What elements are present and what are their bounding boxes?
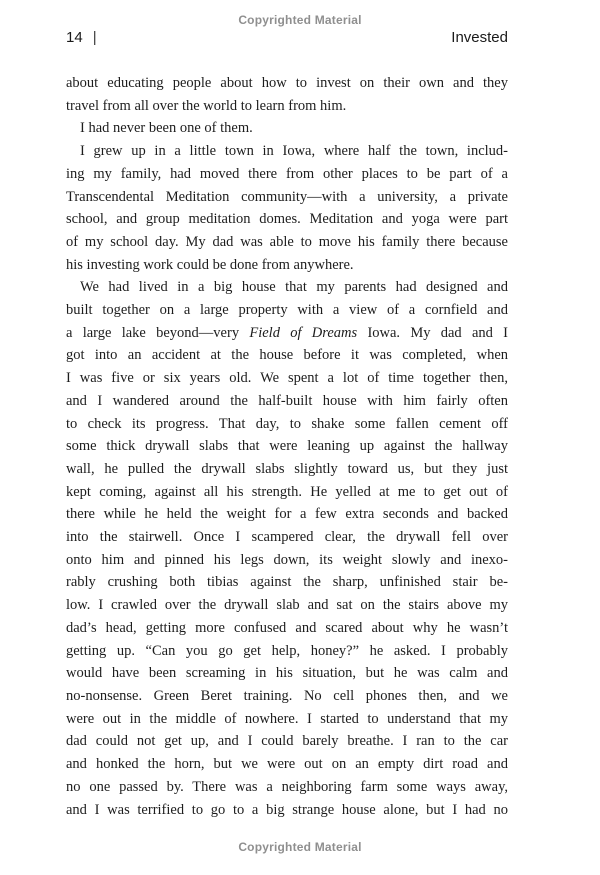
text-line: to check its progress. That day, to shake some fallen cement off	[66, 415, 508, 432]
text-line: wall, he pulled the drywall slabs slightly toward us, but they just	[66, 460, 508, 477]
text-line: and I was terrified to go to a big strange house alone, but I had no	[66, 801, 508, 818]
text-line: We had lived in a big house that my parents had designed and	[80, 279, 508, 296]
text-line: school, and group meditation domes. Meditation and yoga were part	[66, 211, 508, 228]
text-line: of my school day. My dad was able to move his family there because	[66, 233, 508, 250]
text-line: onto him and pinned his legs down, its weight slowly and inexo-	[66, 551, 508, 568]
text-line: were out in the middle of nowhere. I started to understand that my	[66, 710, 508, 727]
text-line: there while he held the weight for a few extra seconds and backed	[66, 506, 508, 523]
text-line: I was five or six years old. We spent a lot of time together then,	[66, 370, 508, 387]
paragraph	[66, 140, 508, 276]
text-line: I grew up in a little town in Iowa, where half the town, includ-	[80, 143, 508, 160]
text-line: would have been screaming in his situation, but he was calm and	[66, 665, 508, 682]
copyright-watermark-bottom: Copyrighted Material	[238, 840, 362, 854]
text-line: no one passed by. There was a neighboring farm some ways away,	[66, 778, 508, 795]
text-line: a large lake beyond—very Field of Dreams Iowa. My dad and I	[66, 324, 508, 341]
page-header-left	[66, 29, 97, 46]
text-line: some thick drywall slabs that were leaning up against the hallway	[66, 438, 508, 455]
text-line: dad’s head, getting more confused and scared about why he wasn’t	[66, 619, 508, 636]
page-number: 14	[66, 29, 83, 46]
page-body	[66, 72, 508, 821]
text-line: I had never been one of them.	[80, 120, 253, 137]
text-line: Transcendental Meditation community—with a university, a private	[66, 188, 508, 205]
text-line: got into an accident at the house before it was completed, when	[66, 347, 508, 364]
text-line: about educating people about how to invest on their own and they	[66, 75, 508, 91]
text-line: no-nonsense. Green Beret training. No cell phones then, and we	[66, 687, 508, 704]
running-header	[66, 29, 508, 46]
header-separator: |	[92, 29, 97, 46]
text-line: and honked the horn, but we were out on an empty dirt road and	[66, 756, 508, 773]
text-line: ing my family, had moved there from other places to be part of a	[66, 165, 508, 182]
text-line: getting up. “Can you go get help, honey?” he asked. I probably	[66, 642, 508, 659]
text-line: low. I crawled over the drywall slab and sat on the stairs above my	[66, 597, 508, 614]
paragraph	[66, 72, 508, 117]
text-line: kept coming, against all his strength. He yelled at me to get out of	[66, 483, 508, 500]
text-line: travel from all over the world to learn from him.	[66, 97, 347, 114]
text-line: dad could not get up, and I could barely breathe. I ran to the car	[66, 733, 508, 750]
text-line: built together on a large property with a view of a cornfield and	[66, 302, 508, 319]
copyright-watermark-top: Copyrighted Material	[238, 13, 362, 27]
text-line: and I wandered around the half-built house with him fairly often	[66, 392, 508, 409]
text-line: into the stairwell. Once I scampered clear, the drywall fell over	[66, 529, 508, 546]
paragraph	[66, 276, 508, 821]
text-line: rably crushing both tibias against the sharp, unfinished stair be-	[66, 574, 508, 591]
running-title: Invested	[451, 29, 508, 46]
text-line: his investing work could be done from anywhere.	[66, 256, 354, 273]
paragraph	[66, 117, 508, 140]
